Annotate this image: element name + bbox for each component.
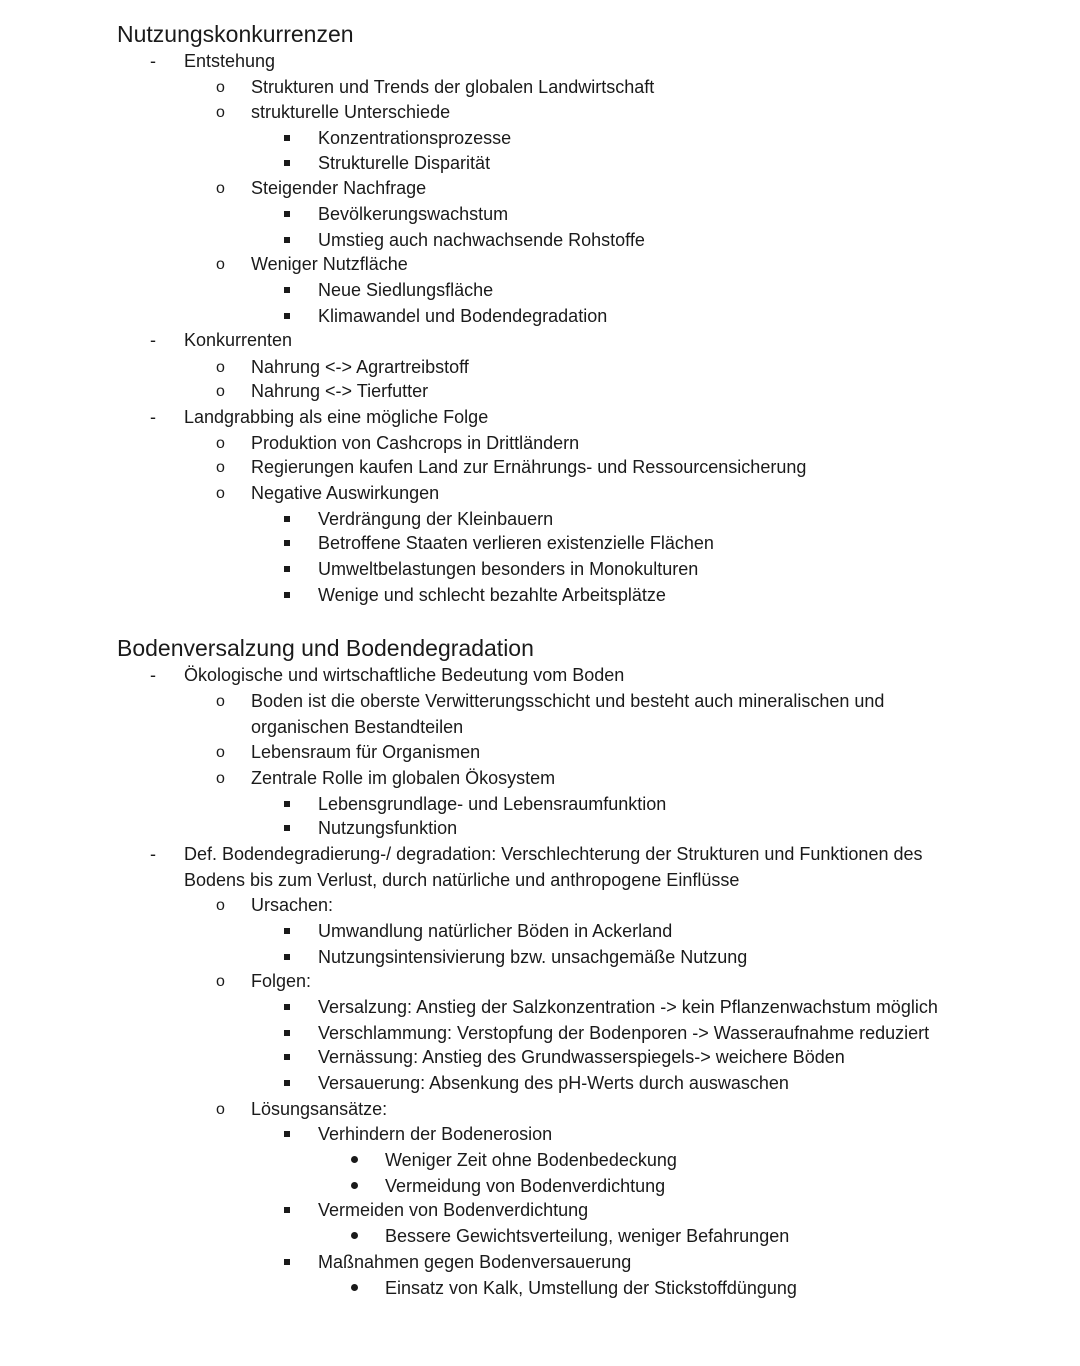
square-bullet xyxy=(284,816,290,842)
dot-bullet xyxy=(351,1276,358,1302)
list-item: Verschlammung: Verstopfung der Bodenporen -> Wasseraufnahme reduziert xyxy=(318,1023,930,1043)
list-item: Steigender Nachfrage xyxy=(251,178,427,198)
square-bullet xyxy=(284,126,290,152)
list-item: Weniger Nutzfläche xyxy=(251,254,408,274)
circle-bullet: o xyxy=(216,104,225,121)
list-item: Landgrabbing als eine mögliche Folge xyxy=(184,407,489,427)
square-bullet xyxy=(284,1198,290,1224)
circle-bullet: o xyxy=(216,770,225,787)
circle-bullet: o xyxy=(216,256,225,273)
square-bullet xyxy=(284,151,290,177)
circle-bullet: o xyxy=(216,973,225,990)
square-bullet xyxy=(284,1021,290,1047)
list-item: Produktion von Cashcrops in Drittländern xyxy=(251,433,580,453)
list-item: Strukturelle Disparität xyxy=(318,153,491,173)
list-item: Vernässung: Anstieg des Grundwasserspiegels-> weichere Böden xyxy=(318,1047,845,1067)
list-item: Vermeidung von Bodenverdichtung xyxy=(385,1176,666,1196)
list-item: Folgen: xyxy=(251,971,312,991)
list-item: strukturelle Unterschiede xyxy=(251,102,451,122)
circle-bullet: o xyxy=(216,897,225,914)
circle-bullet: o xyxy=(216,359,225,376)
list-item: Boden ist die oberste Verwitterungsschicht und besteht auch mineralischen und xyxy=(251,691,885,711)
list-item: Lebensgrundlage- und Lebensraumfunktion xyxy=(318,794,667,814)
list-item-continuation: organischen Bestandteilen xyxy=(251,717,464,737)
list-item: Umwandlung natürlicher Böden in Ackerland xyxy=(318,921,673,941)
list-item: Nutzungsfunktion xyxy=(318,818,458,838)
dash-bullet: - xyxy=(150,51,156,71)
list-item: Betroffene Staaten verlieren existenzielle Flächen xyxy=(318,533,714,553)
square-bullet xyxy=(284,228,290,254)
list-item: Klimawandel und Bodendegradation xyxy=(318,306,608,326)
list-item: Nahrung <-> Agrartreibstoff xyxy=(251,357,469,377)
list-item: Strukturen und Trends der globalen Landwirtschaft xyxy=(251,77,655,97)
section-heading: Bodenversalzung und Bodendegradation xyxy=(117,635,534,661)
list-item: Konkurrenten xyxy=(184,330,293,350)
list-item: Ursachen: xyxy=(251,895,334,915)
circle-bullet: o xyxy=(216,79,225,96)
list-item: Def. Bodendegradierung-/ degradation: Verschlechterung der Strukturen und Funktionen des xyxy=(184,844,923,864)
list-item: Verhindern der Bodenerosion xyxy=(318,1124,553,1144)
square-bullet xyxy=(284,1045,290,1071)
list-item: Entstehung xyxy=(184,51,276,71)
circle-bullet: o xyxy=(216,485,225,502)
square-bullet xyxy=(284,792,290,818)
list-item: Lösungsansätze: xyxy=(251,1099,388,1119)
list-item: Wenige und schlecht bezahlte Arbeitsplätze xyxy=(318,585,666,605)
square-bullet xyxy=(284,202,290,228)
dash-bullet: - xyxy=(150,665,156,685)
list-item: Einsatz von Kalk, Umstellung der Stickstoffdüngung xyxy=(385,1278,797,1298)
circle-bullet: o xyxy=(216,180,225,197)
circle-bullet: o xyxy=(216,435,225,452)
list-item: Nahrung <-> Tierfutter xyxy=(251,381,429,401)
list-item: Ökologische und wirtschaftliche Bedeutung vom Boden xyxy=(184,665,625,685)
list-item: Weniger Zeit ohne Bodenbedeckung xyxy=(385,1150,677,1170)
list-item: Zentrale Rolle im globalen Ökosystem xyxy=(251,768,556,788)
square-bullet xyxy=(284,1122,290,1148)
square-bullet xyxy=(284,919,290,945)
list-item: Umstieg auch nachwachsende Rohstoffe xyxy=(318,230,645,250)
square-bullet xyxy=(284,304,290,330)
dot-bullet xyxy=(351,1224,358,1250)
list-item: Umweltbelastungen besonders in Monokulturen xyxy=(318,559,699,579)
circle-bullet: o xyxy=(216,744,225,761)
circle-bullet: o xyxy=(216,383,225,400)
list-item: Verdrängung der Kleinbauern xyxy=(318,509,554,529)
circle-bullet: o xyxy=(216,693,225,710)
list-item: Neue Siedlungsfläche xyxy=(318,280,494,300)
list-item: Versalzung: Anstieg der Salzkonzentration -> kein Pflanzenwachstum möglich xyxy=(318,997,938,1017)
list-item: Konzentrationsprozesse xyxy=(318,128,512,148)
dash-bullet: - xyxy=(150,844,156,864)
square-bullet xyxy=(284,507,290,533)
list-item: Lebensraum für Organismen xyxy=(251,742,481,762)
circle-bullet: o xyxy=(216,459,225,476)
list-item-continuation: Bodens bis zum Verlust, durch natürliche und anthropogene Einflüsse xyxy=(184,870,740,890)
square-bullet xyxy=(284,557,290,583)
list-item: Vermeiden von Bodenverdichtung xyxy=(318,1200,589,1220)
square-bullet xyxy=(284,531,290,557)
dash-bullet: - xyxy=(150,330,156,350)
list-item: Bessere Gewichtsverteilung, weniger Befahrungen xyxy=(385,1226,790,1246)
dot-bullet xyxy=(351,1174,358,1200)
list-item: Bevölkerungswachstum xyxy=(318,204,509,224)
list-item: Versauerung: Absenkung des pH-Werts durch auswaschen xyxy=(318,1073,789,1093)
square-bullet xyxy=(284,1250,290,1276)
square-bullet xyxy=(284,1071,290,1097)
list-item: Maßnahmen gegen Bodenversauerung xyxy=(318,1252,632,1272)
list-item: Negative Auswirkungen xyxy=(251,483,440,503)
square-bullet xyxy=(284,995,290,1021)
section-heading: Nutzungskonkurrenzen xyxy=(117,21,354,47)
dot-bullet xyxy=(351,1148,358,1174)
list-item: Nutzungsintensivierung bzw. unsachgemäße Nutzung xyxy=(318,947,748,967)
list-item: Regierungen kaufen Land zur Ernährungs- und Ressourcensicherung xyxy=(251,457,807,477)
square-bullet xyxy=(284,945,290,971)
square-bullet xyxy=(284,583,290,609)
circle-bullet: o xyxy=(216,1101,225,1118)
dash-bullet: - xyxy=(150,407,156,427)
square-bullet xyxy=(284,278,290,304)
